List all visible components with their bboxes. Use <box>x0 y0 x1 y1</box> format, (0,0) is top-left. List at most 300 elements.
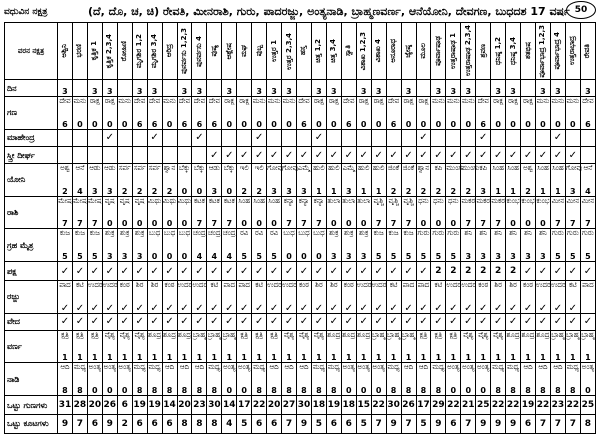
table-cell <box>416 164 431 197</box>
table-cell <box>401 196 416 229</box>
cell-value: ✓ <box>493 316 503 328</box>
cell-value: 1 <box>226 353 233 363</box>
cell-value: ✓ <box>314 265 324 277</box>
cell-name: ಮಕರ <box>461 196 476 205</box>
table-cell <box>87 396 102 415</box>
table-cell <box>416 313 431 330</box>
cell-value: 5 <box>450 252 457 262</box>
cell-name: ಮಧ್ಯ <box>566 363 579 372</box>
table-cell <box>491 313 506 330</box>
table-cell <box>521 262 536 281</box>
cell-value: 6 <box>91 418 98 429</box>
cell-value: 2 <box>390 186 397 196</box>
table-cell <box>565 330 580 363</box>
cell-name: ದೇವ <box>387 97 400 106</box>
cell-value: ✓ <box>105 302 114 314</box>
table-cell <box>147 363 162 396</box>
cell-name: ಆದಿ <box>418 363 429 372</box>
table-cell <box>222 97 237 130</box>
cell-value: 1 <box>151 353 158 363</box>
cell-name: ಆದಿ <box>538 363 548 372</box>
table-cell <box>356 164 371 197</box>
table-cell <box>267 280 282 313</box>
table-cell <box>147 146 162 163</box>
table-cell <box>297 164 312 197</box>
cell-value: 0 <box>241 386 247 396</box>
cell-value: ✓ <box>180 265 189 277</box>
table-cell <box>536 363 551 396</box>
cell-name: ಉದರ <box>177 280 193 289</box>
cell-name: ಮನು <box>551 97 565 106</box>
table-cell <box>207 414 222 433</box>
cell-name: ಬ್ರಾಹ್ಮ <box>566 330 580 339</box>
cell-name: ಕ್ಷತ್ರಿ <box>90 330 99 339</box>
table-cell <box>401 80 416 97</box>
cell-value: 0 <box>331 219 337 229</box>
table-cell <box>476 146 491 163</box>
cell-name: ರಾಕ್ಷ <box>358 97 369 106</box>
table-cell <box>580 396 595 415</box>
table-cell <box>580 262 595 281</box>
cell-name: ವೃಶ್ಚಿ <box>388 196 399 205</box>
table-cell <box>401 414 416 433</box>
cell-value: 7 <box>92 219 98 229</box>
column-header-label: ರೋಹಿಣಿ <box>120 40 129 62</box>
table-cell <box>132 330 147 363</box>
cell-name: ಸರ್ಪ <box>133 164 146 173</box>
cell-value: 0 <box>286 252 292 262</box>
table-cell <box>102 97 117 130</box>
cell-value: 3 <box>345 186 352 196</box>
table-cell <box>326 363 341 396</box>
table-cell <box>267 80 282 97</box>
table-cell <box>162 229 177 262</box>
table-cell <box>521 97 536 130</box>
cell-value: 2 <box>495 266 502 277</box>
cell-value: 1 <box>390 353 397 363</box>
cell-value: 5 <box>271 252 277 262</box>
row-label: ಯೋನಿ <box>5 164 58 197</box>
cell-name: ಪಾದ <box>417 280 430 289</box>
table-cell <box>297 280 312 313</box>
cell-value: 3 <box>435 87 442 97</box>
table-cell <box>506 97 521 130</box>
table-cell <box>102 313 117 330</box>
cell-value: 7 <box>539 418 547 429</box>
table-cell <box>431 164 446 197</box>
table-cell <box>72 146 87 163</box>
cell-value: 2 <box>121 186 128 196</box>
table-cell <box>117 330 132 363</box>
cell-value: 0 <box>256 119 262 129</box>
cell-value: ✓ <box>568 265 578 277</box>
table-cell <box>521 146 536 163</box>
table-cell <box>162 363 177 396</box>
cell-value: ✓ <box>210 316 219 328</box>
column-header-label: ಕೃತ್ತಿಕ 2,3,4 <box>105 33 114 69</box>
column-header-label: ಆರಿದ್ರ <box>165 44 174 58</box>
cell-value: 6 <box>181 119 188 129</box>
cell-name: ಶೂದ್ರ <box>536 330 550 339</box>
table-cell <box>461 313 476 330</box>
cell-value: 1 <box>360 353 367 363</box>
cell-name: ದೇವ <box>477 97 489 106</box>
cell-name: ಅಂತ್ಯ <box>357 363 370 372</box>
table-cell <box>267 129 282 146</box>
cell-value: ✓ <box>135 316 144 328</box>
table-cell <box>401 97 416 130</box>
table-cell <box>222 146 237 163</box>
cell-value: 6 <box>480 119 486 129</box>
cell-value: ✓ <box>329 149 339 161</box>
table-cell <box>341 280 356 313</box>
table-cell <box>117 396 132 415</box>
cell-value: 0 <box>166 219 173 229</box>
cell-value: 2 <box>405 186 412 196</box>
table-cell <box>356 313 371 330</box>
cell-value: 1 <box>540 353 546 363</box>
table-cell <box>237 196 252 229</box>
table-cell <box>536 196 551 229</box>
table-cell <box>506 129 521 146</box>
table-cell <box>132 129 147 146</box>
table-cell <box>461 363 476 396</box>
cell-name: ಕುಜ <box>74 229 85 238</box>
table-cell <box>58 396 73 415</box>
cell-name: ದೇವ <box>582 97 594 106</box>
column-header-label: ಮಘ <box>239 45 248 57</box>
table-cell <box>446 129 461 146</box>
table-cell <box>177 129 192 146</box>
table-cell <box>506 146 521 163</box>
cell-name: ಮಿಥು <box>162 196 177 205</box>
cell-value: 5 <box>62 252 68 262</box>
cell-value: ✓ <box>269 302 279 314</box>
cell-value: 25 <box>581 400 595 410</box>
cell-value: 1 <box>555 186 561 196</box>
cell-value: 8 <box>256 386 262 396</box>
cell-value: ✓ <box>374 316 383 328</box>
column-header-label: ಪೂರ್ವಾಭಾದ್ರ 4 <box>553 32 562 70</box>
cell-value: 7 <box>405 219 412 229</box>
cell-name: ಮಕರ <box>476 196 490 205</box>
cell-name: ವೃಶ್ಚಿ <box>403 196 414 205</box>
table-cell <box>580 330 595 363</box>
cell-value: 29 <box>432 400 445 410</box>
table-cell <box>431 80 446 97</box>
cell-value: 1 <box>375 353 382 363</box>
table-cell <box>580 229 595 262</box>
table-cell <box>132 414 147 433</box>
column-header <box>341 23 356 80</box>
table-cell <box>58 146 73 163</box>
cell-value: ✓ <box>329 302 339 314</box>
table-cell <box>162 80 177 97</box>
cell-value: 7 <box>316 219 322 229</box>
cell-value: 8 <box>301 386 307 396</box>
column-header-label: ಪುಬ್ಬ <box>254 45 263 57</box>
header <box>4 2 596 22</box>
table-cell <box>326 262 341 281</box>
table-cell <box>132 396 147 415</box>
cell-name: ಶೂದ್ರ <box>162 330 177 339</box>
cell-value: 5 <box>241 418 248 429</box>
cell-value: 1 <box>405 353 412 363</box>
cell-value: 5 <box>92 252 98 262</box>
table-cell <box>506 313 521 330</box>
cell-value: 23 <box>193 400 206 410</box>
table-cell <box>401 363 416 396</box>
cell-name: ಮೀನ <box>581 196 595 205</box>
table-cell <box>476 196 491 229</box>
table-cell <box>162 280 177 313</box>
cell-value: 3 <box>286 87 292 97</box>
table-row <box>5 330 596 363</box>
table-cell <box>521 280 536 313</box>
table-cell <box>550 414 565 433</box>
cell-name: ಶ್ವಾನ <box>163 164 176 173</box>
cell-name: ಬುಧ <box>298 229 310 238</box>
table-cell <box>252 330 267 363</box>
cell-value: 3 <box>211 186 218 196</box>
cell-name: ಧನು <box>433 196 444 205</box>
cell-value: 8 <box>211 386 218 396</box>
cell-value: ✓ <box>195 316 204 328</box>
cell-value: 3 <box>495 87 501 97</box>
cell-name: ಕಟಿ <box>76 280 84 289</box>
table-cell <box>87 80 102 97</box>
table-cell <box>506 330 521 363</box>
cell-value: 8 <box>136 386 143 396</box>
cell-value: 14 <box>163 400 176 410</box>
table-cell <box>446 196 461 229</box>
column-header-row <box>5 23 596 80</box>
cell-value: 1 <box>92 353 98 363</box>
cell-value: 0 <box>375 119 382 129</box>
cell-value: 2 <box>525 186 531 196</box>
cell-value: 0 <box>450 119 457 129</box>
cell-value: ✓ <box>180 302 189 314</box>
table-cell <box>192 80 207 97</box>
cell-value: 5 <box>570 252 576 262</box>
cell-value: ✓ <box>404 316 413 328</box>
table-cell <box>282 262 297 281</box>
cell-name: ಉದರ <box>102 280 118 289</box>
table-cell <box>162 129 177 146</box>
cell-name: ಮಧ್ಯ <box>507 363 520 372</box>
column-header-label: ಪುನರ್ವಸು 4 <box>194 35 203 67</box>
table-cell <box>565 280 580 313</box>
cell-name: ಅಂತ್ಯ <box>581 363 595 372</box>
cell-value: 4 <box>77 186 83 196</box>
cell-value: ✓ <box>90 265 100 277</box>
cell-value: 1 <box>121 353 128 363</box>
cell-value: 2 <box>450 186 457 196</box>
table-cell <box>58 97 73 130</box>
cell-value: 3 <box>151 87 158 97</box>
table-cell <box>117 196 132 229</box>
cell-value: 2 <box>435 186 442 196</box>
cell-value: 5 <box>360 418 367 429</box>
cell-value: 0 <box>241 119 247 129</box>
cell-name: ಕಂಠ <box>523 280 534 289</box>
cell-name: ಆನೆ <box>583 164 593 173</box>
cell-value: 7 <box>465 418 472 429</box>
column-header-label: ಪುಷ್ಯ <box>209 45 218 57</box>
cell-value: 1 <box>316 353 322 363</box>
cell-name: ಬ್ರಾಹ್ಮ <box>207 330 222 339</box>
cell-value: 5 <box>241 252 247 262</box>
cell-value: 5 <box>435 252 442 262</box>
cell-name: ಕುಜ <box>59 229 71 238</box>
cell-name: ಬೆಕ್ಕು <box>223 164 235 173</box>
cell-name: ಗೋವು <box>267 164 284 173</box>
table-cell <box>72 97 87 130</box>
table-cell <box>102 80 117 97</box>
table-cell <box>565 313 580 330</box>
table-cell <box>521 414 536 433</box>
column-header <box>506 23 521 80</box>
cell-value: 1 <box>435 353 442 363</box>
cell-value: 0 <box>106 386 113 396</box>
cell-value: ✓ <box>314 302 324 314</box>
cell-value: ✓ <box>269 265 279 277</box>
column-header <box>297 23 312 80</box>
cell-value: 8 <box>286 386 292 396</box>
table-cell <box>416 363 431 396</box>
table-cell <box>356 196 371 229</box>
cell-value: 7 <box>405 418 412 429</box>
table-cell <box>177 97 192 130</box>
cell-value: ✓ <box>284 265 294 277</box>
cell-name: ಅಂತ್ಯ <box>477 363 490 372</box>
table-cell <box>147 196 162 229</box>
table-cell <box>386 129 401 146</box>
cell-value: 6 <box>211 119 218 129</box>
cell-value: ✓ <box>449 149 458 161</box>
cell-value: 0 <box>181 186 188 196</box>
table-cell <box>147 280 162 313</box>
table-cell <box>565 229 580 262</box>
cell-value: 19 <box>133 400 146 410</box>
cell-value: 2 <box>465 266 472 277</box>
cell-name: ಉದರ <box>282 280 297 289</box>
cell-name: ಕ್ಷತ್ರಿ <box>255 330 264 339</box>
cell-value: 6 <box>136 418 143 429</box>
cell-name: ಚಂದ್ರ <box>193 229 206 238</box>
cell-value: 0 <box>525 219 531 229</box>
table-cell <box>147 414 162 433</box>
cell-name: ಪಾದ <box>402 280 415 289</box>
cell-value: 1 <box>256 353 262 363</box>
cell-value: 0 <box>435 119 442 129</box>
table-cell <box>401 129 416 146</box>
table-cell <box>162 262 177 281</box>
column-header <box>162 23 177 80</box>
cell-value: ✓ <box>120 316 129 328</box>
cell-name: ಸರ್ಪ <box>118 164 131 173</box>
cell-value: ✓ <box>404 265 413 277</box>
table-cell <box>356 414 371 433</box>
cell-value: 6 <box>345 119 352 129</box>
cell-value: 7 <box>375 219 382 229</box>
table-cell <box>222 280 237 313</box>
cell-value: 1 <box>570 353 576 363</box>
table-cell <box>371 330 386 363</box>
cell-name: ಕಟಿ <box>389 280 398 289</box>
cell-name: ವೈಶ್ಯ <box>463 330 474 339</box>
table-cell <box>207 97 222 130</box>
table-cell <box>72 229 87 262</box>
cell-value: 3 <box>271 186 277 196</box>
cell-value: 0 <box>271 119 277 129</box>
table-cell <box>356 280 371 313</box>
cell-value: 15 <box>357 400 370 410</box>
cell-name: ಬ್ರಾಹ್ಮ <box>222 330 236 339</box>
cell-value: 0 <box>271 219 277 229</box>
cell-value: 1 <box>510 186 516 196</box>
cell-value: ✓ <box>269 316 279 328</box>
table-cell <box>536 129 551 146</box>
cell-name: ಕನ್ಯಾ <box>283 196 295 205</box>
table-cell <box>326 229 341 262</box>
table-cell <box>416 414 431 433</box>
cell-value: 8 <box>181 386 188 396</box>
table-cell <box>147 97 162 130</box>
table-cell <box>401 229 416 262</box>
table-row <box>5 146 596 163</box>
cell-value: 0 <box>375 386 382 396</box>
table-cell <box>237 414 252 433</box>
table-cell <box>237 129 252 146</box>
table-cell <box>386 80 401 97</box>
table-cell <box>491 280 506 313</box>
row-label: ಮಾಹೇಂದ್ರ <box>5 129 58 146</box>
row-label: ಗ್ರಹ ಮೈತ್ರ <box>5 229 58 262</box>
table-cell <box>147 80 162 97</box>
cell-name: ಅಂತ್ಯ <box>223 363 236 372</box>
table-row <box>5 363 596 396</box>
table-cell <box>416 229 431 262</box>
cell-value: 1 <box>241 353 247 363</box>
table-cell <box>446 164 465 197</box>
table-cell <box>267 97 282 130</box>
table-cell <box>237 363 252 396</box>
row-label: ಸ್ತ್ರೀ ದೀರ್ಘ <box>5 146 58 163</box>
cell-name: ದೇವ <box>148 97 161 106</box>
cell-value: 8 <box>405 386 412 396</box>
cell-value: 9 <box>300 418 308 429</box>
cell-name: ಬ್ರಾಹ್ಮ <box>386 330 401 339</box>
table-cell <box>446 146 461 163</box>
cell-name: ಉದರ <box>371 280 387 289</box>
cell-value: 21 <box>462 400 475 410</box>
cell-name: ವೈಶ್ಯ <box>134 330 145 339</box>
cell-value: ✓ <box>479 316 488 328</box>
table-cell <box>311 164 326 197</box>
table-cell <box>341 262 356 281</box>
cell-name: ಸರ್ಪ <box>148 164 161 173</box>
cell-name: ಇಲಿ <box>239 164 249 173</box>
cell-value: ✓ <box>538 316 548 328</box>
cell-value: 8 <box>435 386 442 396</box>
table-cell <box>311 129 326 146</box>
cell-name: ಜಿಂಕೆ <box>402 164 415 173</box>
cell-value: 0 <box>121 219 128 229</box>
table-cell <box>446 396 461 415</box>
cell-value: 3 <box>555 87 561 97</box>
cell-value: 14 <box>223 400 236 410</box>
